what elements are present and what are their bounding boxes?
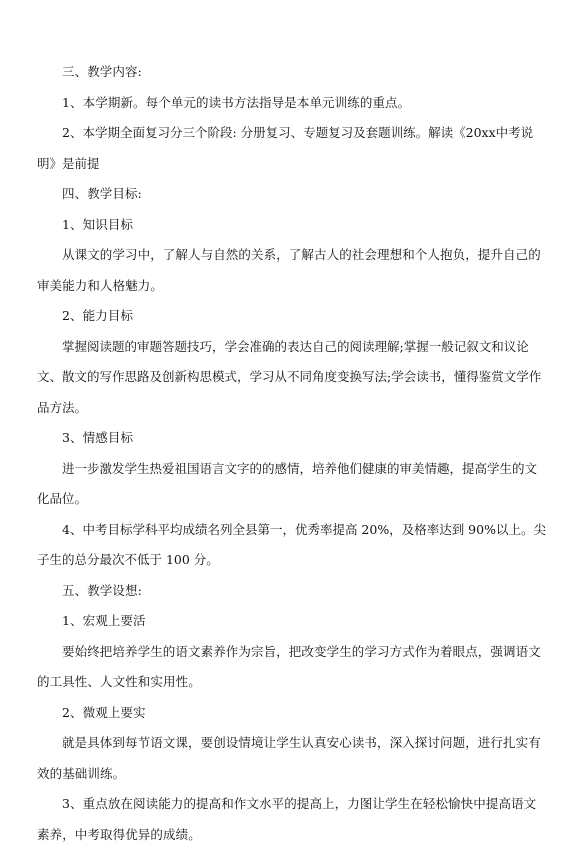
section-heading-ideas: 五、教学设想: [62, 582, 142, 598]
idea-text-focus: 3、重点放在阅读能力的提高和作文水平的提高上，力图让学生在轻松愉快中提高语文素养，中考取得优异的成绩。 [37, 796, 537, 842]
goal-text-emotion: 进一步激发学生热爱祖国语言文字的的感情，培养他们健康的审美情趣，提高学生的文化品位。 [37, 460, 538, 506]
idea-heading-macro: 1、宏观上要活 [62, 613, 146, 628]
goal-text-exam: 4、中考目标学科平均成绩名列全县第一，优秀率提高 20%，及格率达到 90%以上。尖子生的总分最次不低于 100 分。 [37, 521, 546, 567]
goal-text-ability: 掌握阅读题的审题答题技巧，学会准确的表达自己的阅读理解;掌握一般记叙文和议论文、散文的写作思路及创新构思模式，学习从不同角度变换写法;学会读书，懂得鉴赏文学作品方法。 [37, 338, 542, 415]
goal-heading-knowledge: 1、知识目标 [62, 216, 134, 232]
content-item-1: 1、本学期新。每个单元的读书方法指导是本单元训练的重点。 [62, 94, 411, 110]
idea-text-micro: 就是具体到每节语文课，要创设情境让学生认真安心读书，深入探讨问题，进行扎实有效的基础训练。 [37, 735, 541, 781]
idea-text-macro: 要始终把培养学生的语文素养作为宗旨，把改变学生的学习方式作为着眼点，强调语文的工具性、人文性和实用性。 [37, 643, 541, 689]
goal-heading-ability: 2、能力目标 [62, 308, 134, 323]
goal-heading-emotion: 3、情感目标 [62, 430, 134, 445]
goal-text-knowledge: 从课文的学习中，了解人与自然的关系，了解古人的社会理想和个人抱负，提升自己的审美能力和人格魅力。 [37, 247, 541, 293]
section-heading-content: 三、教学内容: [62, 64, 142, 79]
content-item-2: 2、本学期全面复习分三个阶段: 分册复习、专题复习及套题训练。解读《20xx中考说明》是前提 [37, 125, 534, 171]
idea-heading-micro: 2、微观上要实 [62, 704, 146, 720]
section-heading-goals: 四、教学目标: [62, 186, 142, 201]
